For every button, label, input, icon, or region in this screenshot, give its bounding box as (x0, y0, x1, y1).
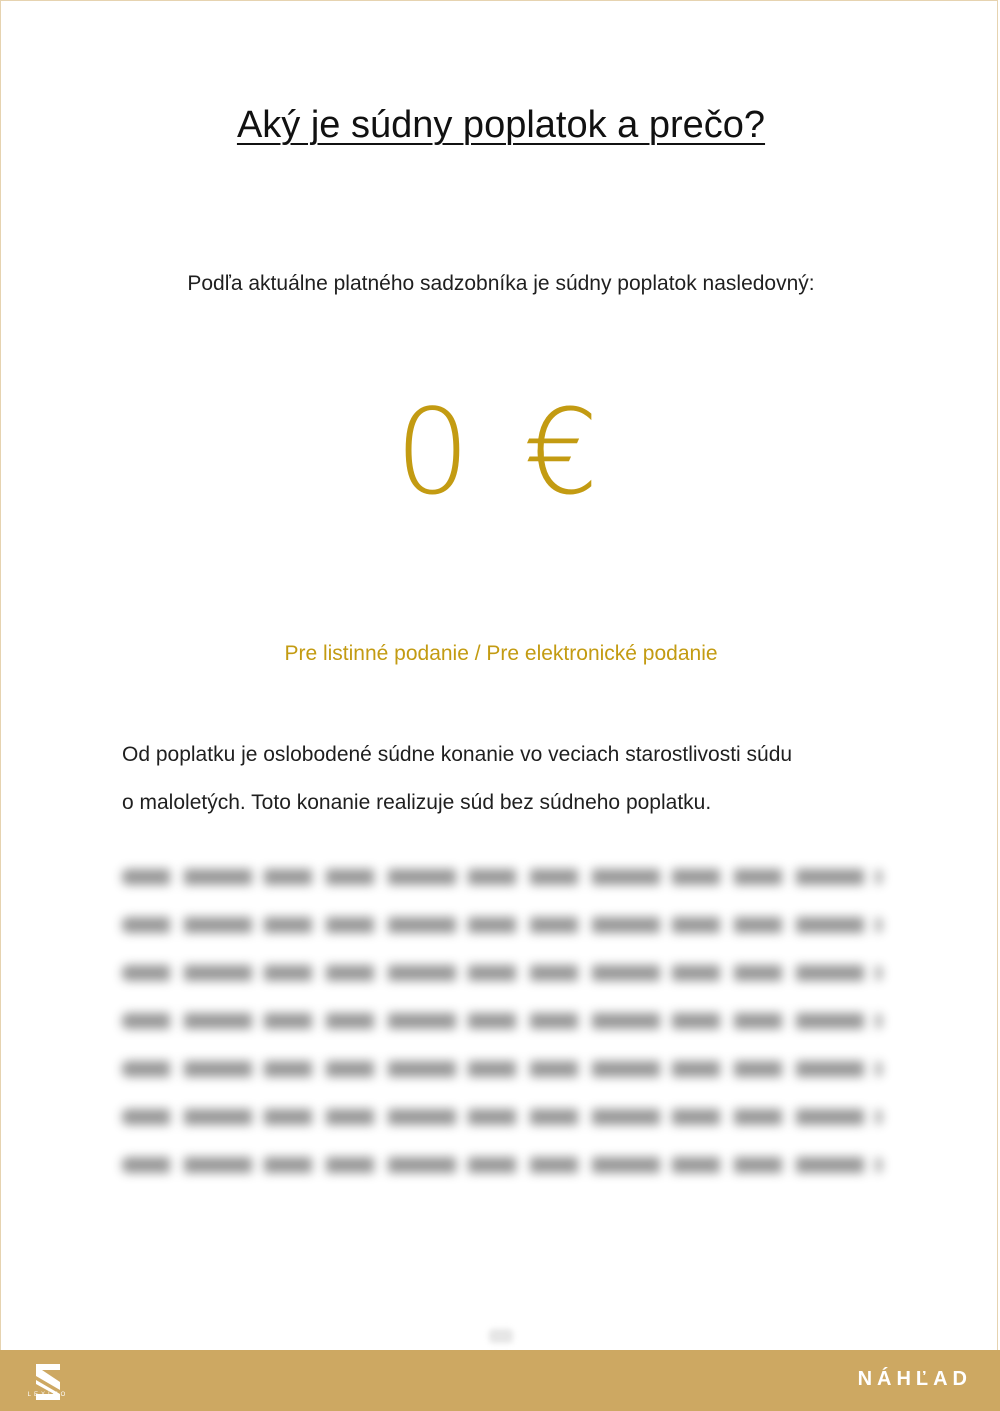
blurred-line (122, 1157, 882, 1173)
blurred-line (122, 869, 882, 885)
logo-text: LEXIMO (27, 1392, 69, 1398)
intro-text: Podľa aktuálne platného sadzobníka je súdny poplatok nasledovný: (187, 272, 815, 295)
preview-label: NÁHĽAD (857, 1368, 972, 1390)
blurred-line (122, 1061, 882, 1077)
blurred-line (122, 917, 882, 933)
blurred-line (122, 1013, 882, 1029)
paragraph-line: Od poplatku je oslobodené súdne konanie vo veciach starostlivosti súdu (122, 743, 793, 766)
blurred-line (122, 1109, 882, 1125)
blurred-page-number (489, 1329, 513, 1343)
paragraph-line: o maloletých. Toto konanie realizuje súd bez súdneho poplatku. (122, 791, 712, 814)
blurred-preview-text (122, 869, 882, 1205)
exemption-paragraph (122, 731, 882, 827)
fee-note: Pre listinné podanie / Pre elektronické podanie (284, 642, 718, 665)
page-title: Aký je súdny poplatok a prečo? (236, 104, 766, 146)
blurred-line (122, 965, 882, 981)
preview-footer (0, 1350, 1000, 1411)
fee-amount: 0 € (395, 383, 607, 521)
